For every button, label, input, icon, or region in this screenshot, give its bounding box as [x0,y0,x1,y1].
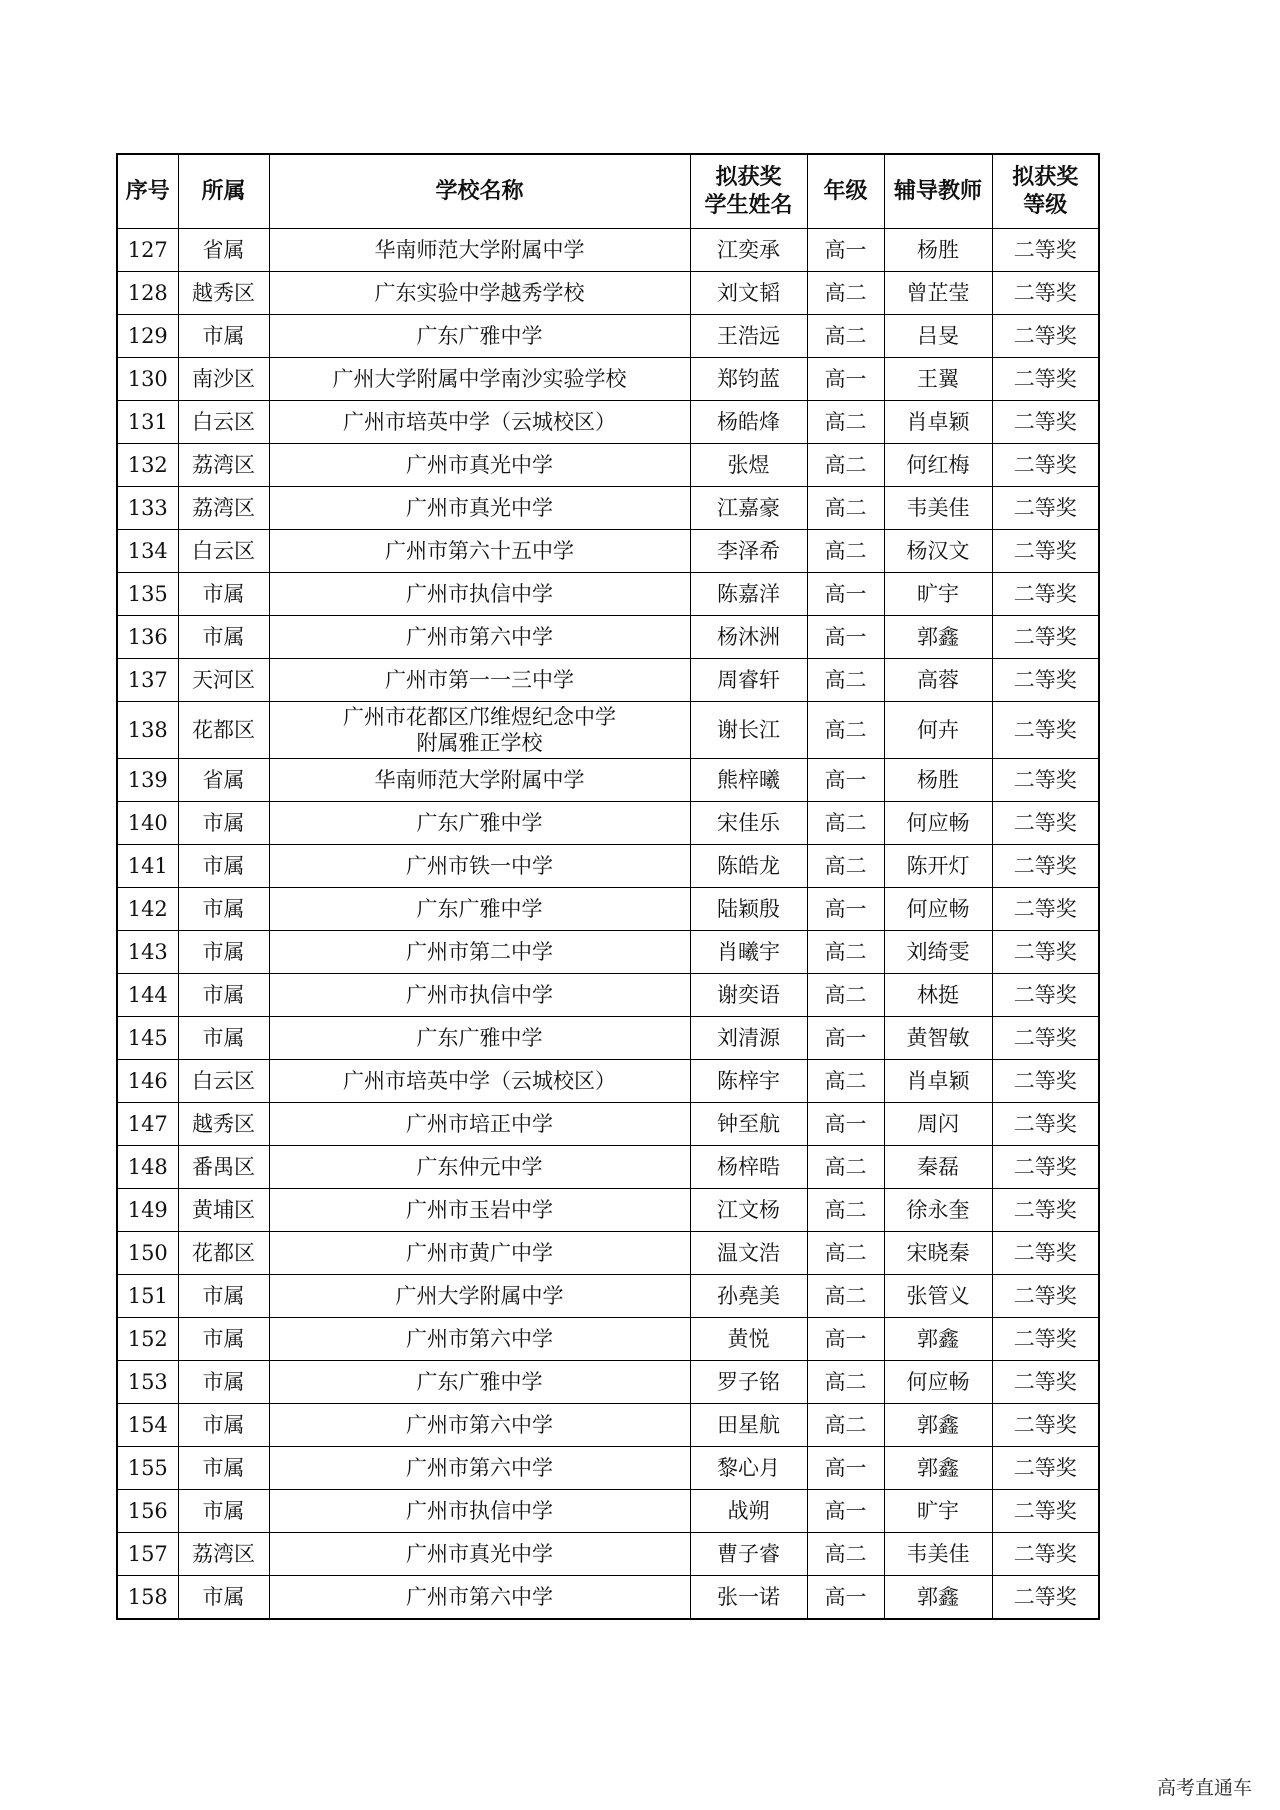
cell-teacher: 宋晓秦 [884,1232,992,1275]
cell-teacher: 曾芷莹 [884,272,992,315]
cell-teacher: 徐永奎 [884,1189,992,1232]
cell-seq: 135 [117,573,178,616]
table-row [117,845,1099,888]
table-row [117,802,1099,845]
cell-student: 刘清源 [690,1017,807,1060]
cell-district: 黄埔区 [178,1189,269,1232]
table-row [117,1490,1099,1533]
cell-student: 陈皓龙 [690,845,807,888]
cell-seq: 148 [117,1146,178,1189]
cell-teacher: 黄智敏 [884,1017,992,1060]
cell-school: 广州市第六中学 [269,1404,690,1447]
table-row [117,616,1099,659]
cell-district: 市属 [178,616,269,659]
cell-district: 南沙区 [178,358,269,401]
cell-level: 二等奖 [992,931,1099,974]
cell-seq: 132 [117,444,178,487]
cell-district: 市属 [178,573,269,616]
cell-school: 广州市第二中学 [269,931,690,974]
cell-teacher: 郭鑫 [884,1318,992,1361]
cell-district: 市属 [178,1318,269,1361]
cell-student: 杨沐洲 [690,616,807,659]
cell-teacher: 杨汉文 [884,530,992,573]
cell-seq: 141 [117,845,178,888]
cell-district: 天河区 [178,659,269,702]
cell-school: 广州市培英中学（云城校区） [269,1060,690,1103]
cell-district: 市属 [178,315,269,358]
cell-district: 花都区 [178,1232,269,1275]
cell-level: 二等奖 [992,1232,1099,1275]
cell-school: 广州市执信中学 [269,1490,690,1533]
header-seq: 序号 [117,154,178,229]
cell-district: 荔湾区 [178,1533,269,1576]
cell-level: 二等奖 [992,1404,1099,1447]
cell-seq: 145 [117,1017,178,1060]
cell-grade: 高二 [807,802,884,845]
cell-teacher: 高蓉 [884,659,992,702]
cell-seq: 152 [117,1318,178,1361]
cell-teacher: 旷宇 [884,1490,992,1533]
cell-grade: 高一 [807,888,884,931]
cell-level: 二等奖 [992,358,1099,401]
cell-level: 二等奖 [992,573,1099,616]
cell-grade: 高一 [807,616,884,659]
cell-grade: 高二 [807,1189,884,1232]
header-row [117,154,1099,229]
table-body [117,229,1099,1620]
cell-level: 二等奖 [992,1060,1099,1103]
cell-seq: 151 [117,1275,178,1318]
cell-student: 江奕承 [690,229,807,272]
cell-seq: 143 [117,931,178,974]
cell-student: 罗子铭 [690,1361,807,1404]
cell-grade: 高二 [807,659,884,702]
cell-seq: 147 [117,1103,178,1146]
cell-level: 二等奖 [992,530,1099,573]
cell-school: 广东实验中学越秀学校 [269,272,690,315]
table-row [117,1533,1099,1576]
cell-student: 杨梓晧 [690,1146,807,1189]
cell-teacher: 秦磊 [884,1146,992,1189]
cell-teacher: 杨胜 [884,229,992,272]
cell-student: 钟至航 [690,1103,807,1146]
cell-student: 宋佳乐 [690,802,807,845]
cell-school: 广东广雅中学 [269,802,690,845]
cell-student: 陈嘉洋 [690,573,807,616]
cell-school: 广州市执信中学 [269,974,690,1017]
cell-school: 广州市真光中学 [269,444,690,487]
table-row [117,1275,1099,1318]
cell-grade: 高二 [807,1232,884,1275]
cell-school: 广州市花都区邝维煜纪念中学 附属雅正学校 [269,702,690,759]
cell-district: 市属 [178,888,269,931]
cell-teacher: 何应畅 [884,888,992,931]
cell-grade: 高一 [807,1576,884,1620]
table-row [117,1361,1099,1404]
table-row [117,888,1099,931]
table-row [117,573,1099,616]
cell-district: 荔湾区 [178,444,269,487]
cell-seq: 153 [117,1361,178,1404]
cell-district: 越秀区 [178,1103,269,1146]
cell-student: 陆颖殷 [690,888,807,931]
cell-student: 王浩远 [690,315,807,358]
cell-grade: 高一 [807,1017,884,1060]
cell-teacher: 王翼 [884,358,992,401]
cell-seq: 157 [117,1533,178,1576]
cell-student: 杨皓烽 [690,401,807,444]
table-row [117,444,1099,487]
cell-teacher: 何红梅 [884,444,992,487]
cell-seq: 144 [117,974,178,1017]
cell-teacher: 张管义 [884,1275,992,1318]
cell-grade: 高二 [807,845,884,888]
cell-teacher: 林挺 [884,974,992,1017]
cell-student: 张一诺 [690,1576,807,1620]
cell-district: 市属 [178,1576,269,1620]
cell-grade: 高二 [807,1060,884,1103]
cell-school: 广州市第六中学 [269,1447,690,1490]
cell-seq: 140 [117,802,178,845]
cell-student: 田星航 [690,1404,807,1447]
cell-seq: 156 [117,1490,178,1533]
cell-school: 广州市第一一三中学 [269,659,690,702]
cell-district: 市属 [178,1404,269,1447]
cell-student: 曹子睿 [690,1533,807,1576]
cell-student: 战朔 [690,1490,807,1533]
cell-seq: 138 [117,702,178,759]
cell-school: 广东广雅中学 [269,1361,690,1404]
cell-student: 江文杨 [690,1189,807,1232]
table-row [117,401,1099,444]
cell-teacher: 郭鑫 [884,1404,992,1447]
cell-student: 刘文韬 [690,272,807,315]
cell-student: 张煜 [690,444,807,487]
cell-grade: 高二 [807,444,884,487]
header-district: 所属 [178,154,269,229]
cell-level: 二等奖 [992,487,1099,530]
cell-grade: 高二 [807,974,884,1017]
cell-teacher: 韦美佳 [884,1533,992,1576]
cell-school: 广州市第六中学 [269,1318,690,1361]
cell-school: 广东广雅中学 [269,315,690,358]
cell-teacher: 何卉 [884,702,992,759]
cell-school: 华南师范大学附属中学 [269,759,690,802]
cell-level: 二等奖 [992,272,1099,315]
table-row [117,1146,1099,1189]
cell-level: 二等奖 [992,1318,1099,1361]
cell-level: 二等奖 [992,659,1099,702]
cell-school: 广州市第六中学 [269,616,690,659]
table-row [117,1017,1099,1060]
cell-school: 广东仲元中学 [269,1146,690,1189]
cell-teacher: 韦美佳 [884,487,992,530]
cell-district: 白云区 [178,401,269,444]
cell-student: 孙堯美 [690,1275,807,1318]
cell-grade: 高一 [807,759,884,802]
cell-grade: 高一 [807,573,884,616]
header-school: 学校名称 [269,154,690,229]
cell-seq: 146 [117,1060,178,1103]
table-row [117,1060,1099,1103]
watermark-text: 高考直通车 [1156,1777,1252,1799]
cell-student: 周睿轩 [690,659,807,702]
cell-school: 广东广雅中学 [269,1017,690,1060]
cell-grade: 高二 [807,530,884,573]
award-list-table [116,153,1100,1620]
cell-level: 二等奖 [992,1576,1099,1620]
cell-student: 陈梓宇 [690,1060,807,1103]
cell-school: 广州市第六十五中学 [269,530,690,573]
cell-teacher: 郭鑫 [884,616,992,659]
cell-district: 省属 [178,229,269,272]
cell-student: 温文浩 [690,1232,807,1275]
cell-seq: 136 [117,616,178,659]
cell-level: 二等奖 [992,229,1099,272]
cell-teacher: 郭鑫 [884,1576,992,1620]
cell-grade: 高一 [807,229,884,272]
cell-seq: 150 [117,1232,178,1275]
cell-grade: 高二 [807,1533,884,1576]
header-student: 拟获奖 学生姓名 [690,154,807,229]
table-row [117,659,1099,702]
cell-district: 市属 [178,1275,269,1318]
table-row [117,759,1099,802]
cell-district: 市属 [178,1490,269,1533]
cell-teacher: 肖卓颖 [884,1060,992,1103]
cell-district: 花都区 [178,702,269,759]
cell-level: 二等奖 [992,974,1099,1017]
cell-level: 二等奖 [992,1189,1099,1232]
cell-level: 二等奖 [992,1017,1099,1060]
cell-district: 越秀区 [178,272,269,315]
cell-level: 二等奖 [992,1533,1099,1576]
table-row [117,272,1099,315]
cell-seq: 128 [117,272,178,315]
cell-student: 谢长江 [690,702,807,759]
cell-level: 二等奖 [992,1447,1099,1490]
cell-level: 二等奖 [992,401,1099,444]
cell-grade: 高二 [807,1146,884,1189]
cell-student: 李泽希 [690,530,807,573]
cell-district: 市属 [178,1361,269,1404]
cell-student: 郑钧蓝 [690,358,807,401]
table-row [117,1404,1099,1447]
cell-teacher: 周闪 [884,1103,992,1146]
cell-district: 市属 [178,974,269,1017]
cell-level: 二等奖 [992,616,1099,659]
cell-seq: 158 [117,1576,178,1620]
cell-school: 广州大学附属中学南沙实验学校 [269,358,690,401]
cell-school: 广州市真光中学 [269,487,690,530]
cell-student: 黎心月 [690,1447,807,1490]
cell-seq: 134 [117,530,178,573]
table-row [117,315,1099,358]
cell-seq: 142 [117,888,178,931]
cell-level: 二等奖 [992,1275,1099,1318]
cell-school: 华南师范大学附属中学 [269,229,690,272]
cell-level: 二等奖 [992,444,1099,487]
cell-seq: 133 [117,487,178,530]
cell-level: 二等奖 [992,315,1099,358]
cell-teacher: 何应畅 [884,802,992,845]
cell-district: 番禺区 [178,1146,269,1189]
cell-seq: 131 [117,401,178,444]
cell-grade: 高二 [807,487,884,530]
table-row [117,530,1099,573]
cell-seq: 129 [117,315,178,358]
table-row [117,487,1099,530]
cell-grade: 高二 [807,401,884,444]
cell-teacher: 陈开灯 [884,845,992,888]
cell-school: 广州市培英中学（云城校区） [269,401,690,444]
cell-grade: 高一 [807,1447,884,1490]
cell-school: 广州市真光中学 [269,1533,690,1576]
cell-district: 白云区 [178,530,269,573]
cell-school: 广州市执信中学 [269,573,690,616]
cell-school: 广州市培正中学 [269,1103,690,1146]
cell-district: 荔湾区 [178,487,269,530]
table-row [117,702,1099,759]
cell-student: 黄悦 [690,1318,807,1361]
cell-level: 二等奖 [992,845,1099,888]
cell-district: 白云区 [178,1060,269,1103]
cell-school: 广东广雅中学 [269,888,690,931]
cell-grade: 高二 [807,1361,884,1404]
table-row [117,1318,1099,1361]
cell-level: 二等奖 [992,1490,1099,1533]
table-row [117,358,1099,401]
cell-teacher: 肖卓颖 [884,401,992,444]
cell-grade: 高二 [807,1275,884,1318]
cell-grade: 高一 [807,1318,884,1361]
header-level: 拟获奖 等级 [992,154,1099,229]
cell-school: 广州市第六中学 [269,1576,690,1620]
cell-teacher: 杨胜 [884,759,992,802]
cell-school: 广州市黄广中学 [269,1232,690,1275]
cell-district: 市属 [178,845,269,888]
cell-grade: 高二 [807,272,884,315]
cell-seq: 127 [117,229,178,272]
cell-student: 谢奕语 [690,974,807,1017]
table-row [117,229,1099,272]
table-row [117,1576,1099,1620]
cell-district: 市属 [178,1447,269,1490]
cell-district: 市属 [178,1017,269,1060]
table-row [117,1447,1099,1490]
cell-level: 二等奖 [992,1146,1099,1189]
cell-grade: 高二 [807,1404,884,1447]
cell-level: 二等奖 [992,888,1099,931]
header-grade: 年级 [807,154,884,229]
cell-level: 二等奖 [992,1361,1099,1404]
cell-teacher: 吕旻 [884,315,992,358]
cell-district: 市属 [178,931,269,974]
table-row [117,974,1099,1017]
table-row [117,1232,1099,1275]
cell-student: 熊梓曦 [690,759,807,802]
cell-seq: 137 [117,659,178,702]
cell-grade: 高二 [807,315,884,358]
header-teacher: 辅导教师 [884,154,992,229]
cell-seq: 154 [117,1404,178,1447]
cell-grade: 高一 [807,358,884,401]
cell-school: 广州市玉岩中学 [269,1189,690,1232]
cell-grade: 高二 [807,702,884,759]
cell-seq: 155 [117,1447,178,1490]
cell-district: 省属 [178,759,269,802]
cell-grade: 高二 [807,931,884,974]
cell-student: 江嘉豪 [690,487,807,530]
table-header [117,154,1099,229]
cell-school: 广州大学附属中学 [269,1275,690,1318]
table-row [117,1189,1099,1232]
cell-school: 广州市铁一中学 [269,845,690,888]
cell-district: 市属 [178,802,269,845]
cell-grade: 高一 [807,1103,884,1146]
cell-teacher: 旷宇 [884,573,992,616]
cell-grade: 高一 [807,1490,884,1533]
cell-level: 二等奖 [992,1103,1099,1146]
cell-teacher: 何应畅 [884,1361,992,1404]
table-row [117,931,1099,974]
cell-teacher: 刘绮雯 [884,931,992,974]
cell-teacher: 郭鑫 [884,1447,992,1490]
cell-seq: 149 [117,1189,178,1232]
table-row [117,1103,1099,1146]
cell-level: 二等奖 [992,759,1099,802]
cell-student: 肖曦宇 [690,931,807,974]
cell-seq: 130 [117,358,178,401]
cell-level: 二等奖 [992,802,1099,845]
cell-level: 二等奖 [992,702,1099,759]
cell-seq: 139 [117,759,178,802]
